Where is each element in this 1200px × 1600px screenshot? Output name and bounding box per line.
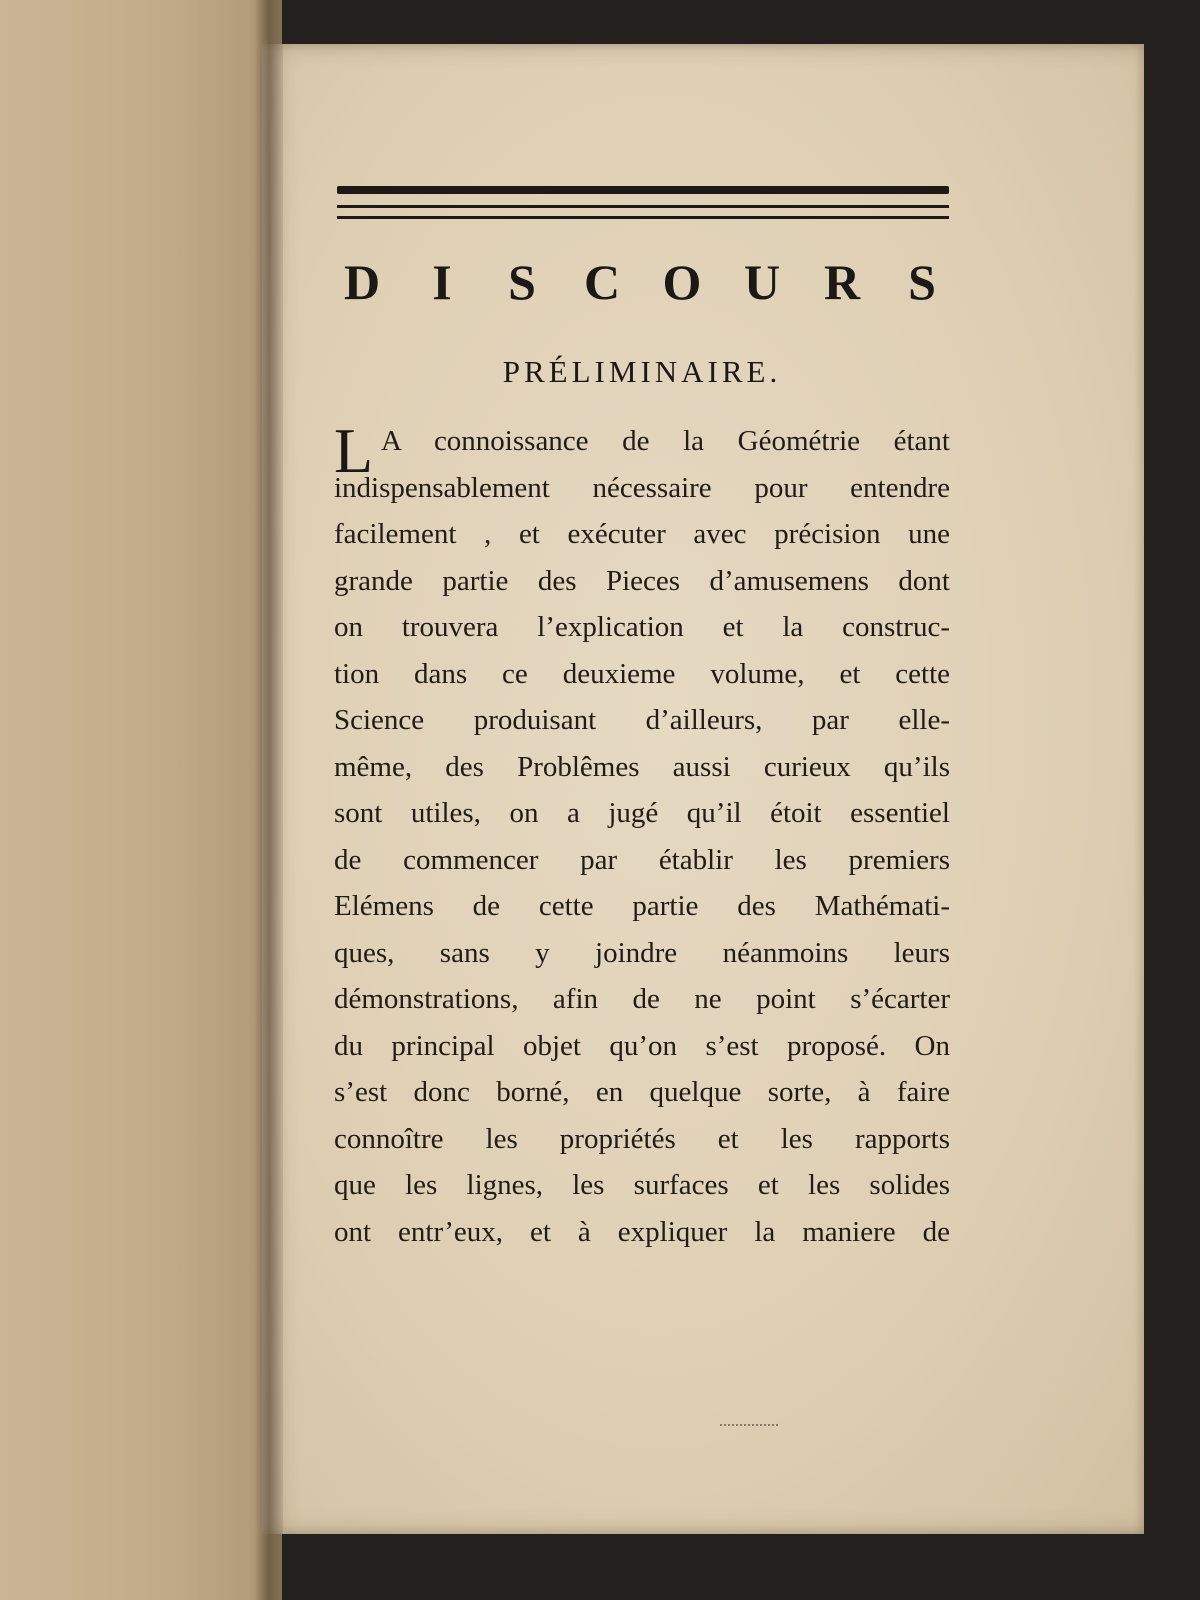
text-line: même, des Problêmes aussi curieux qu’ils: [334, 750, 950, 783]
heading-letter: S: [908, 254, 936, 310]
text-line: ont entr’eux, et à expliquer la maniere de: [334, 1215, 950, 1248]
text-line: sont utiles, on a jugé qu’il étoit essentiel: [334, 797, 950, 829]
text-line: démonstrations, afin de ne point s’écarter: [334, 983, 950, 1015]
ornamental-rule-thin: [337, 216, 949, 219]
heading-letter: O: [662, 254, 702, 310]
faint-printer-mark: [720, 1424, 778, 1428]
text-line: grande partie des Pieces d’amusemens dont: [334, 564, 950, 597]
book-gutter: [255, 0, 283, 1600]
heading-letter: U: [743, 254, 781, 310]
text-line: tion dans ce deuxieme volume, et cette: [334, 657, 950, 690]
heading-letter: I: [432, 254, 452, 310]
text-line: Elémens de cette partie des Mathémati-: [334, 890, 950, 922]
heading-letter: S: [508, 254, 536, 310]
text-line: connoître les propriétés et les rapports: [334, 1122, 950, 1155]
text-line: on trouvera l’explication et la construc-: [334, 611, 950, 643]
drop-cap: L: [334, 415, 374, 486]
text-line: s’est donc borné, en quelque sorte, à faire: [334, 1076, 950, 1108]
page-heading: [338, 252, 946, 312]
text-line: de commencer par établir les premiers: [334, 843, 950, 876]
heading-letter: R: [823, 254, 861, 310]
page-subheading: PRÉLIMINAIRE.: [502, 354, 782, 389]
text-line: ques, sans y joindre néanmoins leurs: [334, 936, 950, 969]
text-line: A connoissance de la Géométrie étant: [381, 425, 950, 457]
heading-letter: D: [343, 254, 381, 310]
text-line: Science produisant d’ailleurs, par elle-: [334, 704, 950, 736]
text-line: indispensablement nécessaire pour entendre: [334, 471, 950, 504]
ornamental-rule-thick: [337, 186, 949, 194]
ornamental-rule-thin: [337, 205, 949, 208]
text-line: facilement , et exécuter avec précision une: [334, 518, 950, 550]
text-line: du principal objet qu’on s’est proposé. On: [334, 1029, 950, 1062]
heading-letter: C: [583, 254, 621, 310]
text-line: que les lignes, les surfaces et les solides: [334, 1169, 950, 1201]
left-blank-page: [0, 0, 282, 1600]
